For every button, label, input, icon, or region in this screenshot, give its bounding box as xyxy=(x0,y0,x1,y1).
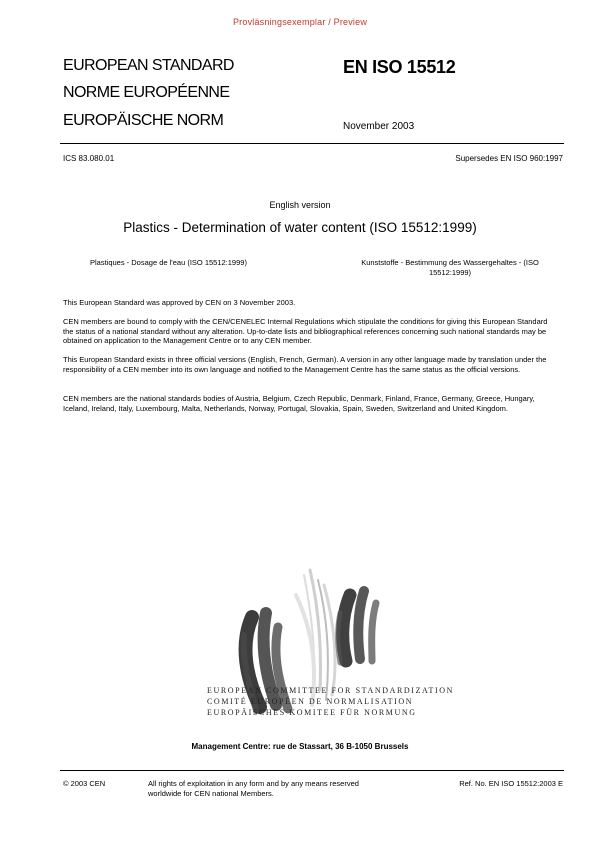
cen-logo-line-en: EUROPEAN COMMITTEE FOR STANDARDIZATION xyxy=(207,686,455,695)
versions-paragraph: This European Standard exists in three official versions (English, French, German). A version in any other language made by translation under the responsibility of a CEN member into its own language and notified to the Management Centre has the same status as the official versions. xyxy=(63,355,547,374)
language-version: English version xyxy=(269,200,331,210)
preview-banner: Provläsningsexemplar / Preview xyxy=(232,17,368,27)
members-paragraph: CEN members are the national standards bodies of Austria, Belgium, Czech Republic, Denmark, Finland, France, Germany, Greece, Hungary, Iceland, Ireland, Italy, Luxembourg, Malta, Netherlands, Norway, Portugal, Slovakia, Spain, Sweden, Switzerland and United Kingdom. xyxy=(63,394,535,413)
standard-title-en: EUROPEAN STANDARD xyxy=(63,57,234,74)
management-centre-address: Management Centre: rue de Stassart, 36 B-1050 Brussels xyxy=(191,742,409,751)
ics-code: ICS 83.080.01 xyxy=(63,154,115,163)
standard-number: EN ISO 15512 xyxy=(343,57,456,77)
standard-title-de: EUROPÄISCHE NORM xyxy=(63,112,224,129)
supersedes-note: Supersedes EN ISO 960:1997 xyxy=(455,154,563,163)
regulations-paragraph: CEN members are bound to comply with the CEN/CENELEC Internal Regulations which stipulate the conditions for giving this European Standard the status of a national standard without any alteration. Up-to-date lists and bibliographical references concerning such national standards may be obtained on application to the Management Centre or to any CEN member. xyxy=(63,317,548,345)
reference-number: Ref. No. EN ISO 15512:2003 E xyxy=(459,779,563,788)
copyright: © 2003 CEN xyxy=(63,779,106,788)
footer-divider xyxy=(60,770,564,771)
header-divider xyxy=(60,143,564,144)
document-title: Plastics - Determination of water content (ISO 15512:1999) xyxy=(123,220,477,235)
cen-logo-line-fr: COMITÉ EUROPÉEN DE NORMALISATION xyxy=(207,697,414,706)
approval-paragraph: This European Standard was approved by CEN on 3 November 2003. xyxy=(63,298,296,307)
title-french: Plastiques - Dosage de l'eau (ISO 15512:1999) xyxy=(90,258,247,267)
cen-logo-line-de: EUROPÄISCHES KOMITEE FÜR NORMUNG xyxy=(207,708,417,717)
rights-notice: All rights of exploitation in any form and by any means reserved worldwide for CEN national Members. xyxy=(148,779,359,798)
standard-title-fr: NORME EUROPÉENNE xyxy=(63,84,230,101)
title-german: Kunststoffe - Bestimmung des Wassergehaltes - (ISO 15512:1999) xyxy=(361,258,539,277)
publication-date: November 2003 xyxy=(343,121,415,132)
